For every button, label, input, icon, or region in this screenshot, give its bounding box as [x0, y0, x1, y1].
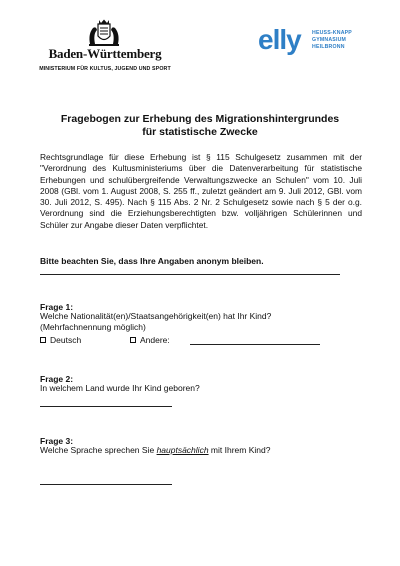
- option-andere-label: Andere:: [140, 335, 170, 345]
- andere-answer-line[interactable]: [190, 344, 320, 345]
- school-logo-word: elly: [258, 24, 301, 55]
- option-andere[interactable]: [130, 335, 170, 345]
- title-line-1: Fragebogen zur Erhebung des Migrationshintergrundes: [60, 113, 340, 125]
- document-title: [40, 113, 360, 139]
- question-1-text: [40, 311, 360, 332]
- question-3-answer-line[interactable]: [40, 484, 172, 485]
- school-name-line-1: HEUSS-KNAPP: [312, 30, 352, 36]
- legal-basis-paragraph: Rechtsgrundlage für diese Erhebung ist § 115 Schulgesetz zusammen mit der "Verordnung des Kultusministeriums über die Datenverarbeitung für statistische Erhebungen und schulübergreifende Verwaltungszwecke an Schulen" vom 10. Juli 2008 (GBl. vom 1. August 2008, S. 255 ff., zuletzt geändert am 9. Juli 2012, GBl. vom 30. Juli 2012, S. 495). Nach § 115 Abs. 2 Nr. 2 Schulgesetz sowie nach § 5 der o.g. Verordnung sind die Erziehungsberechtigten bzw. volljährigen Schülerinnen und Schüler zur Angabe dieser Daten verpflichtet.: [40, 152, 362, 230]
- section-divider: [40, 274, 340, 275]
- question-3-text-before: Welche Sprache sprechen Sie: [40, 445, 157, 455]
- school-name-line-2: GYMNASIUM: [312, 37, 347, 43]
- question-3-label: Frage 3:: [40, 436, 74, 446]
- deutsch-checkbox[interactable]: [40, 337, 46, 343]
- question-1-prompt: Welche Nationalität(en)/Staatsangehörigkeit(en) hat Ihr Kind?: [40, 311, 272, 321]
- question-2-prompt: In welchem Land wurde Ihr Kind geboren?: [40, 383, 200, 393]
- andere-checkbox[interactable]: [130, 337, 136, 343]
- school-logo: [258, 26, 378, 66]
- question-1-label: Frage 1:: [40, 302, 74, 312]
- coat-of-arms-icon: [84, 18, 124, 48]
- school-name-line-3: HEILBRONN: [312, 44, 345, 50]
- title-line-2: für statistische Zwecke: [142, 126, 258, 138]
- option-deutsch-label: Deutsch: [50, 335, 82, 345]
- option-deutsch[interactable]: [40, 335, 81, 345]
- question-3-prompt: [40, 445, 360, 456]
- state-name: Baden-Württemberg: [48, 46, 162, 61]
- question-2-answer-line[interactable]: [40, 406, 172, 407]
- ministry-name: MINISTERIUM FÜR KULTUS, JUGEND UND SPORT: [39, 66, 171, 72]
- anonymity-notice: Bitte beachten Sie, dass Ihre Angaben anonym bleiben.: [40, 256, 264, 266]
- school-name-lines: [312, 30, 378, 51]
- question-3-text-after: mit Ihrem Kind?: [208, 445, 271, 455]
- question-3-emphasis: hauptsächlich: [156, 445, 209, 455]
- question-2-label: Frage 2:: [40, 374, 74, 384]
- question-1-hint: (Mehrfachnennung möglich): [40, 321, 146, 332]
